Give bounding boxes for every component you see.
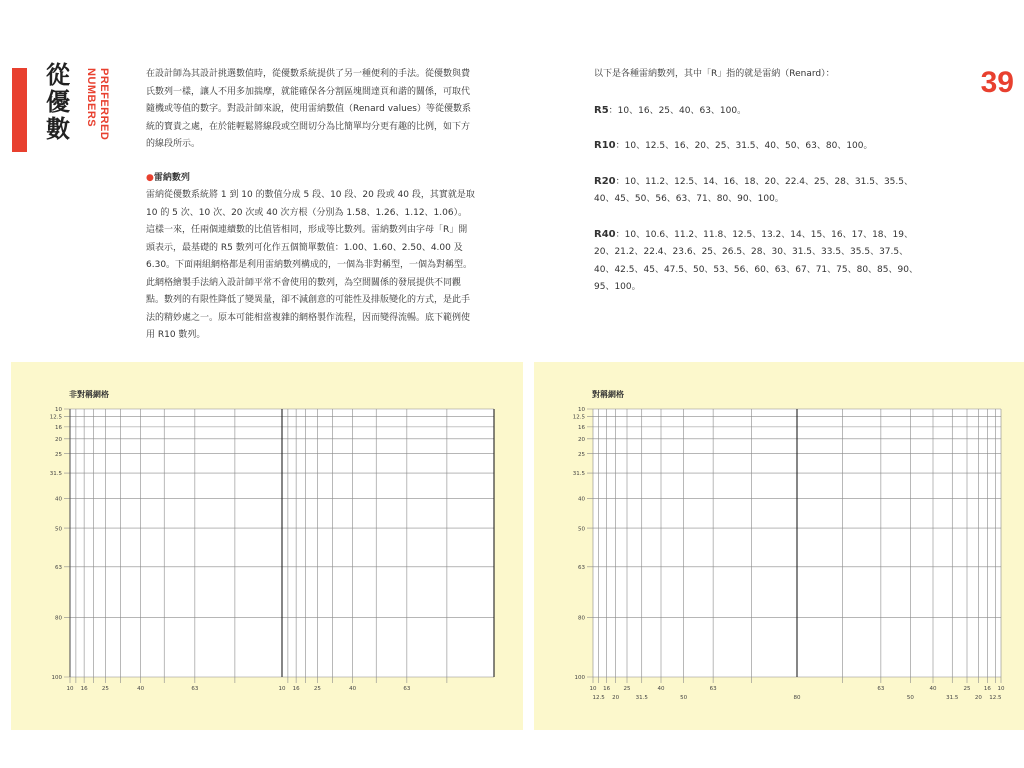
series-label: R20 — [594, 175, 616, 187]
section-heading — [146, 170, 476, 188]
y-axis-label: 25 — [578, 451, 585, 458]
x-axis-label: 16 — [292, 686, 300, 692]
x-axis-label: 10 — [589, 686, 597, 692]
bullet-dot-icon: ● — [146, 172, 154, 183]
y-axis-label: 40 — [578, 496, 585, 503]
series-label: R10 — [594, 140, 616, 151]
title-char-1: 從 — [46, 61, 70, 89]
asymmetric-grid-panel — [11, 362, 523, 730]
series-label: R40 — [594, 228, 616, 240]
english-title — [72, 68, 110, 148]
x-axis-label: 12.5 — [592, 695, 605, 701]
x-axis-label: 40 — [929, 686, 937, 692]
x-axis-label: 63 — [877, 686, 885, 692]
asymmetric-grid-title: 非對稱網格 — [69, 390, 109, 399]
x-axis-label: 31.5 — [635, 695, 648, 701]
intro-paragraph: 在設計師為其設計挑選數值時，從優數系統提供了另一種便利的手法。從優數與費氏數列一樣，讓人不用多加揣摩，就能確保各分割區塊間達頁和諧的關係，可取代隨機或等值的數字。對設計師來說，使用雷納數值（Renard values）等從優數系統的寶貴之處，在於能輕鬆將線段或空間切分為比簡單均分更有趣的比例，如下方的線段所示。 — [146, 69, 471, 149]
y-axis-label: 12.5 — [572, 414, 585, 421]
title-char-3: 數 — [46, 115, 70, 143]
x-axis-label: 20 — [974, 695, 982, 701]
series-values: ：10、11.2、12.5、14、16、18、20、22.4、25、28、31.5、35.5、40、45、50、56、63、71、80、90、100。 — [594, 176, 913, 204]
english-title-line1: PREFERRED — [98, 68, 110, 141]
page-number: 39 — [980, 66, 1014, 99]
y-axis-label: 12.5 — [49, 414, 62, 421]
x-axis-label: 63 — [709, 686, 717, 692]
english-title-line2: NUMBERS — [85, 68, 97, 128]
y-axis-label: 63 — [55, 565, 62, 572]
intro-column — [146, 66, 476, 345]
y-axis-label: 50 — [55, 526, 62, 533]
x-axis-label: 16 — [983, 686, 991, 692]
x-axis-label: 10 — [278, 686, 286, 692]
section-title: 雷納數列 — [153, 172, 190, 183]
renard-lead: 以下是各種雷納數列，其中「R」指的就是雷納（Renard）： — [594, 69, 835, 79]
renard-series-r5 — [594, 102, 924, 121]
y-axis-label: 80 — [55, 615, 62, 622]
chinese-title — [44, 62, 72, 143]
y-axis-label: 10 — [55, 407, 62, 414]
x-axis-label: 80 — [793, 695, 801, 701]
x-axis-label: 50 — [906, 695, 914, 701]
series-label: R5 — [594, 104, 609, 116]
x-axis-label: 25 — [963, 686, 971, 692]
x-axis-label: 63 — [191, 686, 199, 692]
y-axis-label: 100 — [574, 675, 585, 682]
title-char-2: 優 — [46, 88, 70, 116]
asymmetric-grid — [11, 362, 523, 730]
symmetric-grid-panel — [534, 362, 1024, 730]
x-axis-label: 50 — [680, 695, 688, 701]
y-axis-label: 20 — [55, 436, 62, 443]
title-accent-bar — [12, 68, 27, 152]
x-axis-label: 16 — [80, 686, 88, 692]
x-axis-label: 40 — [137, 686, 145, 692]
x-axis-label: 10 — [66, 686, 74, 692]
y-axis-label: 31.5 — [572, 471, 585, 478]
x-axis-label: 63 — [403, 686, 411, 692]
symmetric-grid — [534, 362, 1024, 730]
renard-column — [594, 66, 924, 314]
x-axis-label: 25 — [623, 686, 631, 692]
x-axis-label: 16 — [603, 686, 611, 692]
renard-series-r10 — [594, 137, 924, 156]
x-axis-label: 10 — [997, 686, 1005, 692]
x-axis-label: 40 — [349, 686, 357, 692]
y-axis-label: 63 — [578, 565, 585, 572]
y-axis-label: 25 — [55, 451, 62, 458]
renard-series-r40 — [594, 226, 924, 297]
renard-series-r20 — [594, 173, 924, 209]
symmetric-grid-title: 對稱網格 — [592, 390, 624, 399]
y-axis-label: 16 — [578, 425, 585, 432]
section-body: 雷納從優數系統將 1 到 10 的數值分成 5 段、10 段、20 段或 40 段，其實就是取 10 的 5 次、10 次、20 次或 40 次方根（分別為 1.58、1.26、1.12、1.06）。這樣一來，任兩個連續數的比值皆相同，形成等比數列。雷納數列由字母「R」開頭表示，最基礎的 R5 數列可化作五個簡單數值：1.00、1.60、2.50、4.00 及 6.30。下面兩組網格都是利用雷納數列構成的，一個為非對稱型，一個為對稱型。此網格繪製手法納入設計師平常不會使用的數列，為空間關係的發展提供不同觀點。數列的有限性降低了變異量，卻不減創意的可能性及排版變化的方式，是此手法的精妙處之一。原本可能相當複雜的網格製作流程，因而變得流暢。底下範例使用 R10 數列。 — [146, 190, 475, 340]
series-values: ：10、16、25、40、63、100。 — [608, 105, 747, 116]
y-axis-label: 80 — [578, 615, 585, 622]
y-axis-label: 31.5 — [49, 471, 62, 478]
series-values: ：10、10.6、11.2、11.8、12.5、13.2、14、15、16、17、18、19、20、21.2、22.4、23.6、25、26.5、28、30、31.5、33.5、35.5、37.5、40、42.5、45、47.5、50、53、56、60、63、67、71、75、80、85、90、95、100。 — [594, 229, 918, 292]
y-axis-label: 20 — [578, 436, 585, 443]
y-axis-label: 100 — [51, 675, 62, 682]
x-axis-label: 25 — [101, 686, 109, 692]
y-axis-label: 10 — [578, 407, 585, 414]
x-axis-label: 20 — [612, 695, 620, 701]
series-values: ：10、12.5、16、20、25、31.5、40、50、63、80、100。 — [615, 141, 873, 151]
x-axis-label: 25 — [313, 686, 321, 692]
x-axis-label: 31.5 — [946, 695, 959, 701]
y-axis-label: 16 — [55, 425, 62, 432]
x-axis-label: 12.5 — [989, 695, 1002, 701]
x-axis-label: 40 — [657, 686, 665, 692]
y-axis-label: 50 — [578, 526, 585, 533]
y-axis-label: 40 — [55, 496, 62, 503]
